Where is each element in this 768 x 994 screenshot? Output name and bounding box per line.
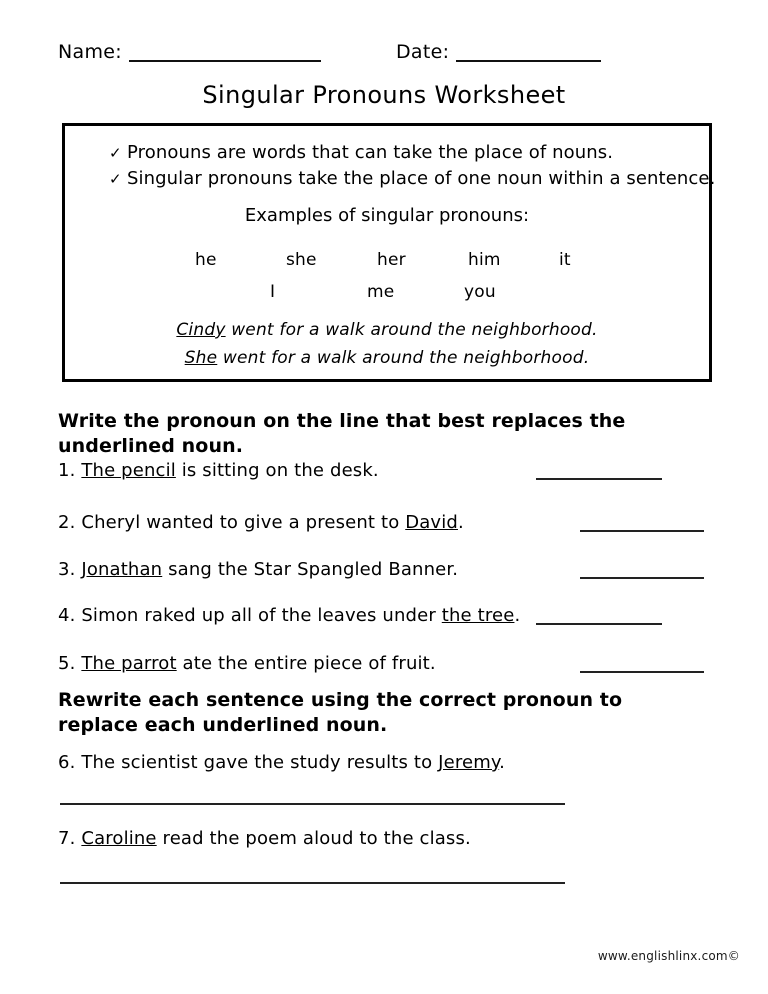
question-text	[58, 651, 436, 677]
check-icon: ✓	[109, 170, 122, 188]
rules-list	[109, 140, 716, 192]
question-after: ate the entire piece of fruit.	[176, 653, 436, 674]
rule-item	[109, 140, 689, 166]
pronoun-cell: me	[367, 282, 395, 302]
rule-item-label: Singular pronouns take the place of one noun within a sentence.	[127, 168, 716, 189]
check-icon: ✓	[109, 144, 122, 162]
question-number: 5.	[58, 653, 76, 674]
site-credit: www.englishlinx.com©	[597, 949, 740, 963]
instruction-section-2: Rewrite each sentence using the correct pronoun to replace each underlined noun.	[58, 689, 623, 736]
rewrite-question-row	[58, 750, 718, 776]
question-row	[58, 458, 718, 484]
example-sentence-rest: went for a walk around the neighborhood.	[225, 320, 598, 340]
question-underlined-noun: The parrot	[81, 653, 177, 674]
pronoun-cell: you	[464, 282, 496, 302]
question-row	[58, 603, 718, 629]
rewrite-answer-line[interactable]	[60, 882, 565, 884]
pronoun-row	[65, 244, 709, 276]
pronoun-cell: him	[468, 250, 501, 270]
date-write-line[interactable]	[456, 44, 601, 62]
name-field[interactable]	[58, 42, 321, 62]
question-text	[58, 510, 464, 536]
question-number: 7.	[58, 828, 76, 849]
rewrite-answer-line[interactable]	[60, 803, 565, 805]
question-underlined-noun: the tree	[441, 605, 515, 626]
example-underlined-noun: Cindy	[176, 320, 226, 340]
question-row	[58, 651, 718, 677]
question-after: .	[514, 605, 521, 626]
question-text	[58, 603, 520, 629]
example-sentences	[65, 316, 709, 372]
example-sentence	[65, 316, 709, 344]
pronoun-examples-grid	[65, 244, 709, 308]
question-row	[58, 510, 718, 536]
question-before: Simon raked up all of the leaves under	[75, 605, 442, 626]
question-after: .	[499, 752, 506, 773]
example-underlined-pronoun: She	[184, 348, 218, 368]
question-underlined-noun: Caroline	[81, 828, 157, 849]
page-title: Singular Pronouns Worksheet	[202, 81, 566, 109]
rule-item-label: Pronouns are words that can take the place of nouns.	[127, 142, 614, 163]
answer-blank-line[interactable]	[580, 577, 704, 579]
name-write-line[interactable]	[129, 44, 321, 62]
answer-blank-line[interactable]	[580, 530, 704, 532]
question-before: Cheryl wanted to give a present to	[75, 512, 406, 533]
answer-blank-line[interactable]	[580, 671, 704, 673]
question-underlined-noun: The pencil	[81, 460, 176, 481]
pronoun-cell: her	[377, 250, 406, 270]
question-underlined-noun: David	[405, 512, 458, 533]
answer-blank-line[interactable]	[536, 478, 662, 480]
example-sentence	[65, 344, 709, 372]
question-underlined-noun: Jonathan	[81, 559, 163, 580]
question-after: is sitting on the desk.	[175, 460, 379, 481]
name-label: Name:	[58, 41, 122, 63]
example-sentence-rest: went for a walk around the neighborhood.	[217, 348, 590, 368]
pronoun-cell: he	[195, 250, 217, 270]
question-text	[58, 557, 458, 583]
question-underlined-noun: Jeremy	[438, 752, 500, 773]
question-number: 2.	[58, 512, 76, 533]
question-before: The scientist gave the study results to	[75, 752, 439, 773]
question-after: read the poem aloud to the class.	[156, 828, 471, 849]
pronoun-cell: I	[270, 282, 276, 302]
instruction-section-1: Write the pronoun on the line that best replaces the underlined noun.	[58, 410, 626, 457]
question-number: 1.	[58, 460, 76, 481]
pronoun-cell: it	[559, 250, 571, 270]
date-label: Date:	[396, 41, 450, 63]
question-after: sang the Star Spangled Banner.	[162, 559, 459, 580]
question-text	[58, 458, 379, 484]
pronoun-row	[65, 276, 709, 308]
question-number: 4.	[58, 605, 76, 626]
rewrite-question-row	[58, 826, 718, 852]
pronoun-cell: she	[286, 250, 317, 270]
rule-item	[109, 166, 716, 192]
date-field[interactable]	[396, 42, 601, 62]
question-row	[58, 557, 718, 583]
rules-and-examples-box	[62, 123, 716, 382]
question-number: 6.	[58, 752, 76, 773]
examples-caption: Examples of singular pronouns:	[244, 205, 530, 226]
question-after: .	[457, 512, 464, 533]
student-info-row	[58, 42, 718, 70]
question-number: 3.	[58, 559, 76, 580]
answer-blank-line[interactable]	[536, 623, 662, 625]
